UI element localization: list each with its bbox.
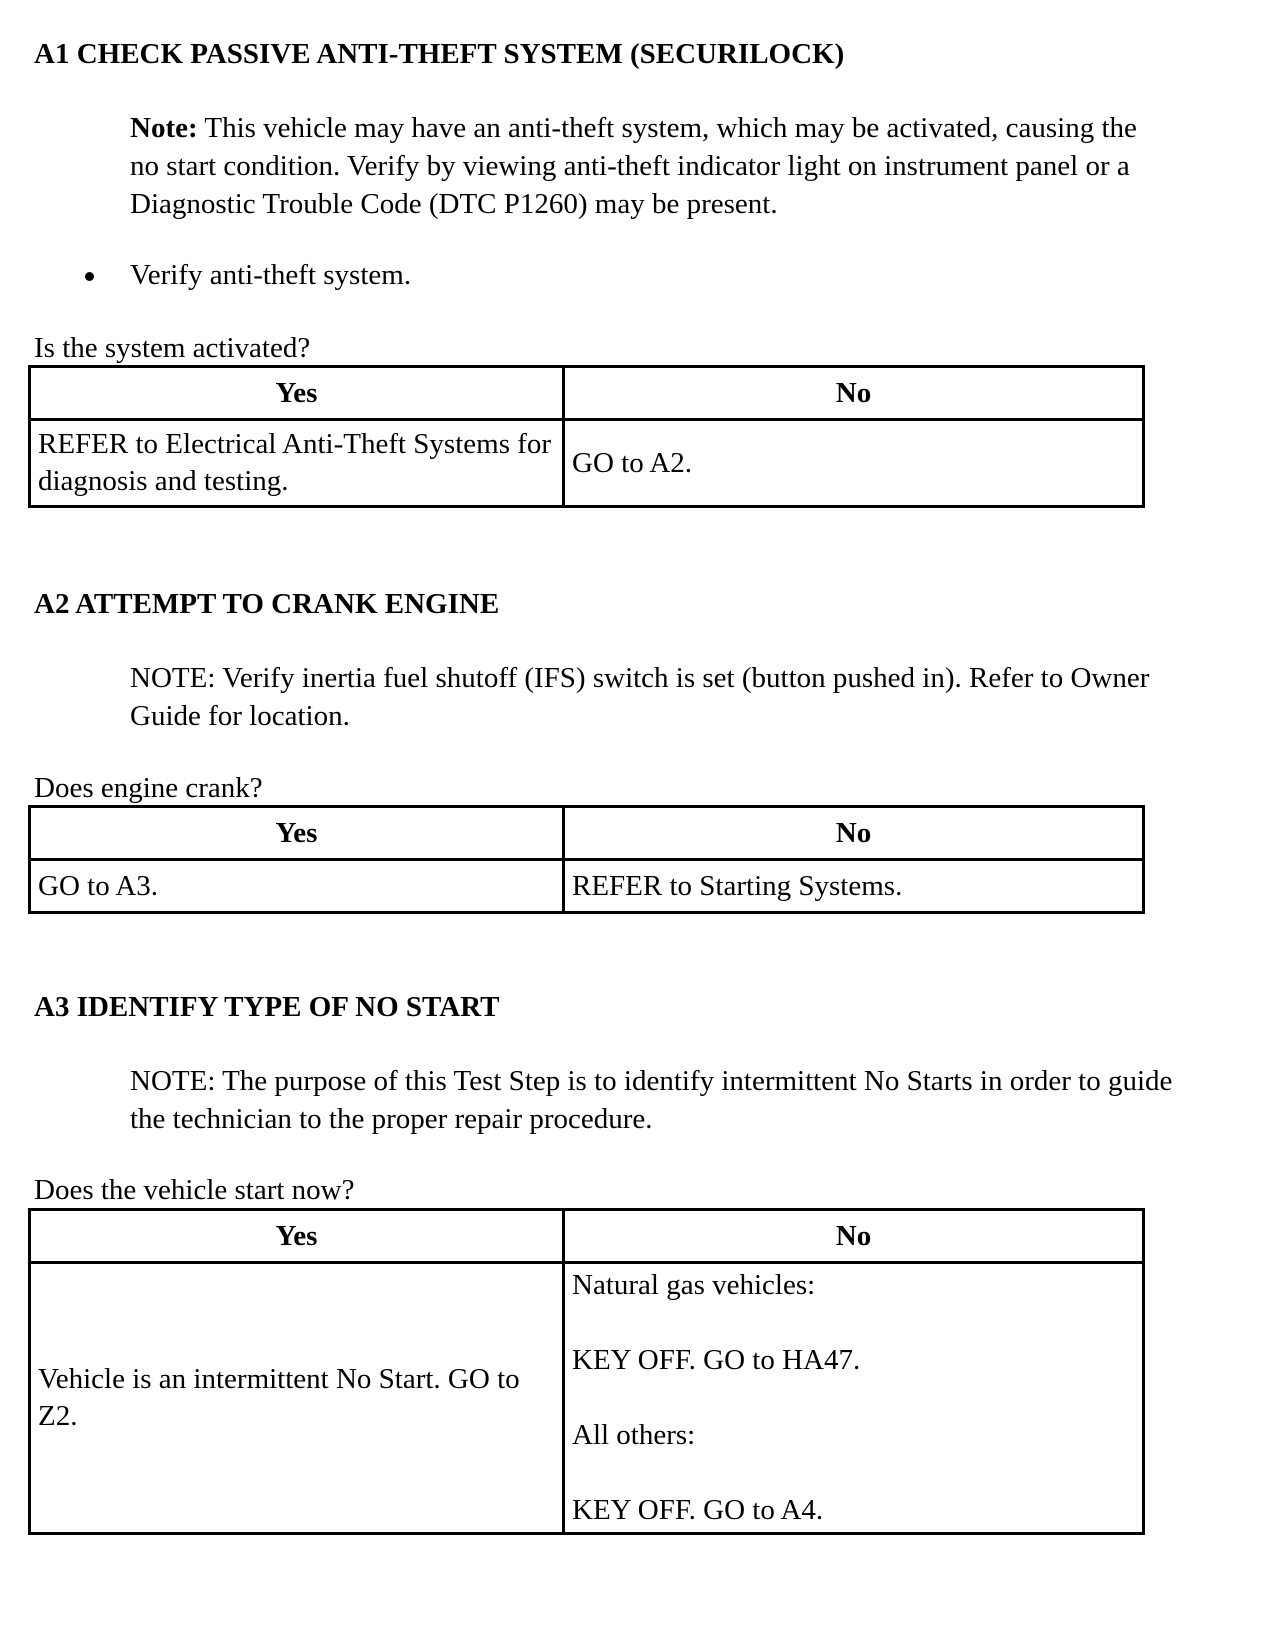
- a1-note: [130, 109, 1170, 223]
- a3-note: NOTE: The purpose of this Test Step is to identify intermittent No Starts in order to guide the technician to the proper repair procedure.: [130, 1065, 1173, 1135]
- a1-bullet-text: Verify anti-theft system.: [130, 259, 412, 291]
- no-header: No: [564, 1210, 1144, 1263]
- table-header-row: [30, 807, 1144, 860]
- a2-decision-table: [28, 805, 1145, 914]
- a3-no-line: KEY OFF. GO to A4.: [572, 1494, 824, 1526]
- a3-question: Does the vehicle start now?: [34, 1174, 355, 1206]
- a3-no-cell: [564, 1263, 1144, 1534]
- a3-no-cell-lines: [572, 1267, 1135, 1529]
- a3-yes-cell: Vehicle is an intermittent No Start. GO to Z2.: [30, 1263, 564, 1534]
- table-row: [30, 1263, 1144, 1534]
- a1-note-label: Note:: [130, 112, 198, 144]
- a2-question: Does engine crank?: [34, 772, 263, 804]
- table-header-row: [30, 1210, 1144, 1263]
- a3-decision-table: [28, 1208, 1145, 1535]
- a1-decision-table: [28, 365, 1145, 508]
- a3-no-line: Natural gas vehicles:: [572, 1269, 816, 1301]
- yes-header: Yes: [30, 807, 564, 860]
- no-header: No: [564, 807, 1144, 860]
- table-row: [30, 420, 1144, 507]
- a2-heading: A2 ATTEMPT TO CRANK ENGINE: [34, 588, 500, 620]
- no-header: No: [564, 367, 1144, 420]
- table-header-row: [30, 367, 1144, 420]
- a1-question: Is the system activated?: [34, 332, 311, 364]
- a2-yes-cell: GO to A3.: [30, 860, 564, 913]
- a1-heading: A1 CHECK PASSIVE ANTI-THEFT SYSTEM (SECURILOCK): [34, 38, 845, 70]
- bullet-icon: [85, 272, 94, 281]
- table-row: [30, 860, 1144, 913]
- yes-header: Yes: [30, 1210, 564, 1263]
- a3-no-line: All others:: [572, 1419, 696, 1451]
- a3-heading: A3 IDENTIFY TYPE OF NO START: [34, 991, 500, 1023]
- a1-note-text: This vehicle may have an anti-theft system, which may be activated, causing the no start condition. Verify by viewing anti-theft indicator light on instrument panel or a Diagnostic Trouble Code (DTC P1260) may be present.: [130, 112, 1137, 220]
- yes-header: Yes: [30, 367, 564, 420]
- a1-no-cell: GO to A2.: [564, 420, 1144, 507]
- a1-yes-cell: REFER to Electrical Anti-Theft Systems for diagnosis and testing.: [30, 420, 564, 507]
- a2-note: NOTE: Verify inertia fuel shutoff (IFS) switch is set (button pushed in). Refer to Owner Guide for location.: [130, 662, 1150, 732]
- a2-no-cell: REFER to Starting Systems.: [564, 860, 1144, 913]
- a3-no-line: KEY OFF. GO to HA47.: [572, 1344, 861, 1376]
